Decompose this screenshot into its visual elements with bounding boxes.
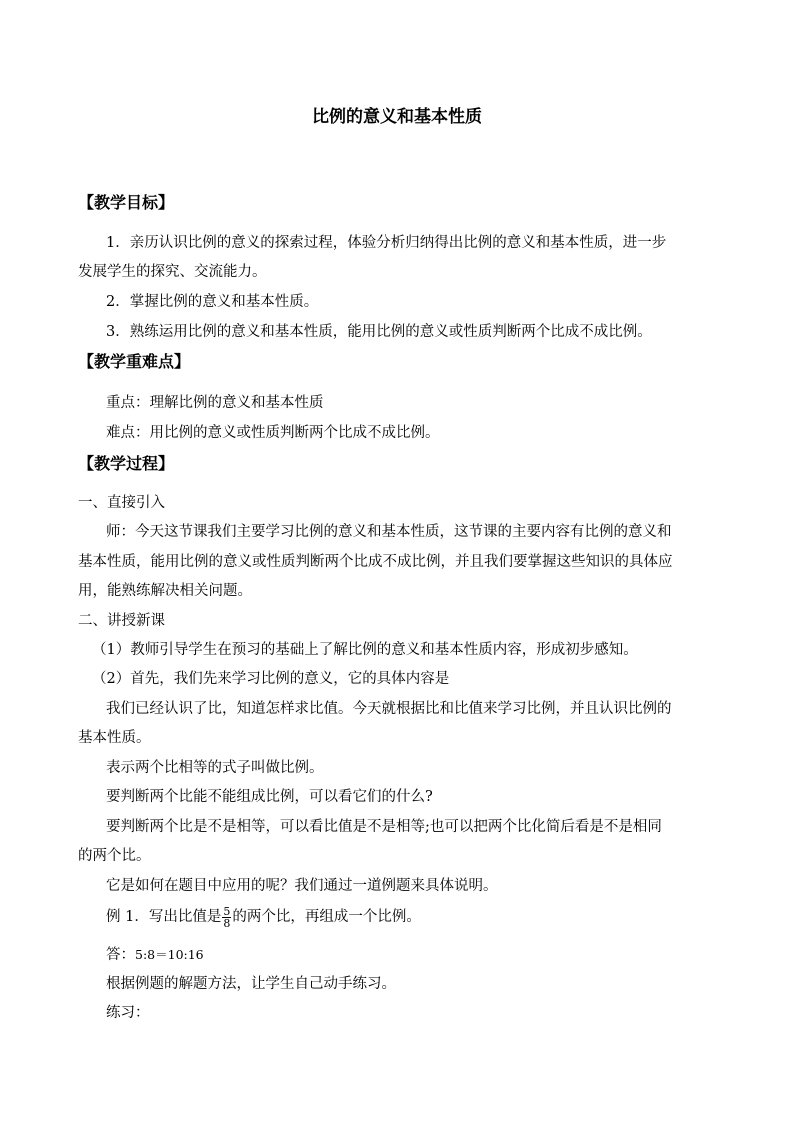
paragraph-1-line-1: 我们已经认识了比，知道怎样求比值。今天就根据比和比值来学习比例，并且认识比例的 [106,701,672,717]
answer-line [106,945,204,965]
fraction-five-eighths [222,906,231,929]
step-2: （2）首先，我们先来学习比例的意义，它的具体内容是 [92,671,450,687]
paragraph-4-line-2: 的两个比。 [78,848,151,864]
paragraph-1-line-2: 基本性质。 [78,730,151,746]
answer-label: 答： [106,947,135,963]
practice-label: 练习： [106,1005,150,1021]
example-1 [106,902,421,932]
example-1-prefix: 例 1．写出比值是 [106,909,222,925]
fraction-denominator: 8 [223,916,231,930]
heading-teaching-goals: 【教学目标】 [78,193,175,212]
fraction-numerator: 5 [223,904,231,918]
part-1-line-1: 师：今天这节课我们主要学习比例的意义和基本性质，这节课的主要内容有比例的意义和 [106,524,672,540]
step-1: （1）教师引导学生在预习的基础上了解比例的意义和基本性质内容，形成初步感知。 [92,642,638,658]
paragraph-3: 要判断两个比能不能组成比例，可以看它们的什么? [106,789,433,805]
heading-key-points: 【教学重难点】 [78,352,191,371]
heading-teaching-process: 【教学过程】 [78,454,175,473]
part-1-line-2: 基本性质，能用比例的意义或性质判断两个比成不成比例，并且我们要掌握这些知识的具体应 [78,554,673,570]
part-2-heading: 二、讲授新课 [78,613,165,629]
paragraph-6: 根据例题的解题方法，让学生自己动手练习。 [106,976,396,992]
difficult-point: 难点：用比例的意义或性质判断两个比成不成比例。 [106,425,440,441]
goal-3: 3．熟练运用比例的意义和基本性质，能用比例的意义或性质判断两个比成不成比例。 [106,324,652,340]
part-1-line-3: 用，能熟练解决相关问题。 [78,583,252,599]
answer-expression: 5:8＝10:16 [135,947,204,962]
page-title: 比例的意义和基本性质 [312,107,482,127]
goal-1-line-1: 1．亲历认识比例的意义的探索过程，体验分析归纳得出比例的意义和基本性质，进一步 [106,235,667,251]
part-1-heading: 一、直接引入 [78,495,165,511]
key-point: 重点：理解比例的意义和基本性质 [106,395,324,411]
paragraph-2: 表示两个比相等的式子叫做比例。 [106,760,324,776]
paragraph-4-line-1: 要判断两个比是不是相等，可以看比值是不是相等;也可以把两个比化简后看是不是相同 [106,819,662,835]
paragraph-5: 它是如何在题目中应用的呢？我们通过一道例题来具体说明。 [106,878,498,894]
example-1-suffix: 的两个比，再组成一个比例。 [232,909,421,925]
goal-2: 2．掌握比例的意义和基本性质。 [106,294,319,310]
goal-1-line-2: 发展学生的探究、交流能力。 [78,264,267,280]
